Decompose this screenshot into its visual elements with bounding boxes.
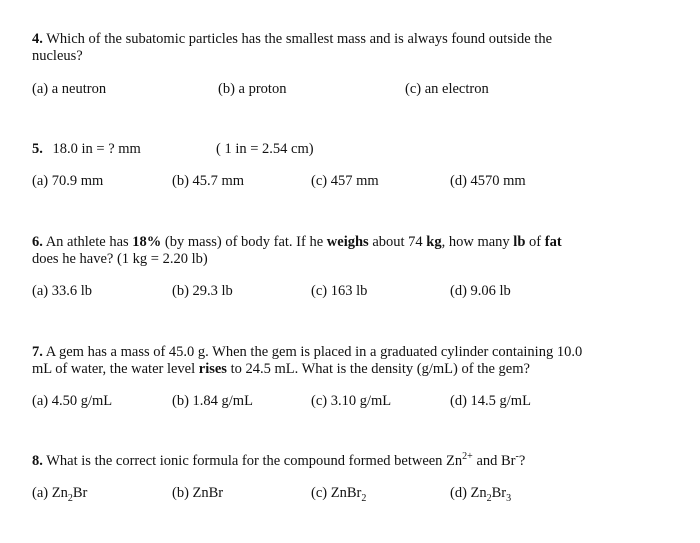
question-8-option-d[interactable]: (d) $Zn_2Br_3$ [450, 485, 512, 504]
question-7-option-b[interactable]: (b) 1.84 g/mL [172, 393, 253, 409]
question-4-number: 4. [32, 31, 43, 47]
question-8-option-c[interactable]: (c) ZnBr$_2$ [311, 485, 367, 504]
question-6-option-b[interactable]: (b) 29.3 lb [172, 283, 233, 299]
question-6-stem-line1: 6. An athlete has 18% (by mass) of body fat. If he weighs about 74 kg, how many lb of fat [32, 234, 562, 250]
question-4-stem-line1: 4. Which of the subatomic particles has the smallest mass and is always found outside the [32, 31, 553, 47]
question-8-option-a[interactable]: (a) $Zn_2Br$ [32, 485, 88, 504]
question-7-stem-line2: mL of water, the water level rises to 24.5 mL. What is the density (g/mL) of the gem? [32, 361, 530, 377]
question-4-stem-line2: nucleus? [32, 48, 83, 64]
question-5-option-d[interactable]: (d) 4570 mm [450, 173, 526, 189]
question-6-number: 6. [32, 234, 43, 250]
question-5-stem: 5. 18.0 in = ? mm [32, 141, 141, 157]
question-7-option-a[interactable]: (a) 4.50 g/mL [32, 393, 113, 409]
question-6-option-d[interactable]: (d) 9.06 lb [450, 283, 511, 299]
question-5-number: 5. [32, 141, 43, 157]
question-7-stem-line1: 7. A gem has a mass of 45.0 g. When the gem is placed in a graduated cylinder containing 10.0 [32, 344, 583, 360]
question-5-hint: ( 1 in = 2.54 cm) [216, 141, 314, 157]
question-4-option-c[interactable]: (c) an electron [405, 81, 489, 97]
question-4-option-b[interactable]: (b) a proton [218, 81, 287, 97]
question-8-number: 8. [32, 453, 43, 469]
question-5-option-b[interactable]: (b) 45.7 mm [172, 173, 245, 189]
question-8-stem: 8. What is the correct ionic formula for the compound formed between $Zn^{2+}$ and Br-? [32, 451, 526, 469]
question-6-option-a[interactable]: (a) 33.6 lb [32, 283, 92, 299]
question-8-option-b[interactable]: (b) ZnBr [172, 485, 224, 501]
question-7-option-d[interactable]: (d) 14.5 g/mL [450, 393, 531, 409]
question-7-number: 7. [32, 344, 43, 360]
question-4-option-a[interactable]: (a) a neutron [32, 81, 107, 97]
question-5-option-a[interactable]: (a) 70.9 mm [32, 173, 104, 189]
question-7-option-c[interactable]: (c) 3.10 g/mL [311, 393, 392, 409]
question-6-stem-line2: does he have? (1 kg = 2.20 lb) [32, 251, 208, 267]
question-6-option-c[interactable]: (c) 163 lb [311, 283, 368, 299]
question-5-option-c[interactable]: (c) 457 mm [311, 173, 379, 189]
